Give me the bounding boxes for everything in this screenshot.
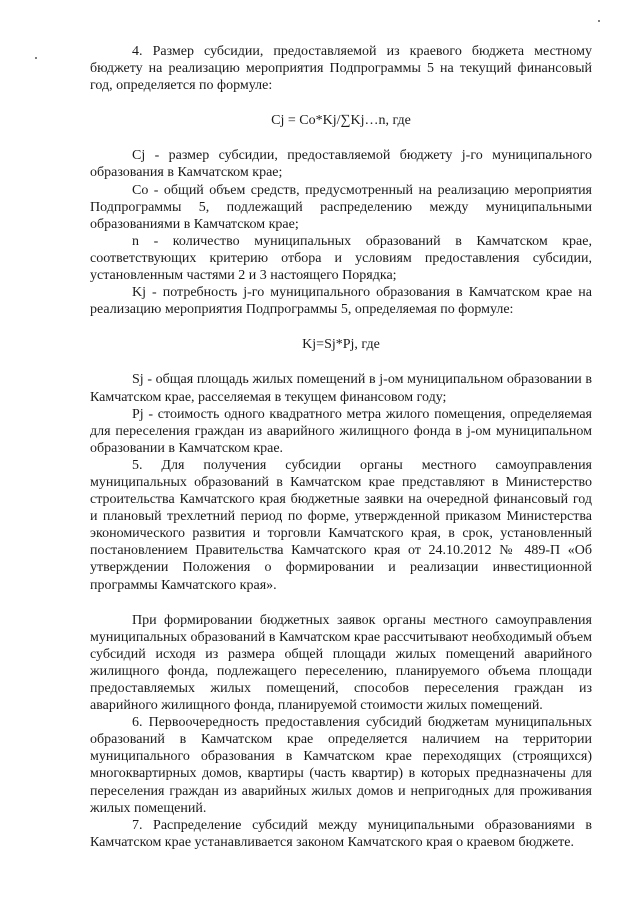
formula-subsidy-cj: Cj = Co*Kj/∑Kj…n, где	[271, 113, 411, 129]
definition-n: n - количество муниципальных образований в Камчатском крае, соответствующих критерию отбора и условиям предоставления субсидии, установленным частями 2 и 3 настоящего Порядка;	[90, 233, 592, 284]
definition-sj: Sj - общая площадь жилых помещений в j-ом муниципальном образовании в Камчатском крае, расселяемая в текущем финансовом году;	[90, 372, 592, 405]
definition-cj: Cj - размер субсидии, предоставляемой бюджету j-го муниципального образования в Камчатском крае;	[90, 148, 592, 181]
scan-speck-right	[598, 20, 600, 22]
formula-need-kj: Kj=Sj*Pj, где	[302, 337, 380, 353]
paragraph-4-intro: 4. Размер субсидии, предоставляемой из краевого бюджета местному бюджету на реализацию мероприятия Подпрограммы 5 на текущий финансовый год, определяется по формуле:	[90, 44, 592, 94]
paragraph-5: 5. Для получения субсидии органы местного самоуправления муниципальных образований в Камчатском крае представляют в Министерство строительства Камчатского края бюджетные заявки на очередной финансовый год и плановый трехлетний период по форме, утвержденной приказом Министерства экономического развития и торговли Камчатского края, в срок, установленный постановлением Правительства Камчатского края от 24.10.2012 № 489-П «Об утверждении Положения о формировании и реализации инвестиционной программы Камчатского края».	[90, 457, 592, 593]
scan-speck-left	[35, 57, 37, 59]
definition-pj: Pj - стоимость одного квадратного метра жилого помещения, определяемая для переселения граждан из аварийного жилищного фонда в j-ом муниципальном образовании в Камчатском крае.	[90, 406, 592, 456]
paragraph-5-budget-requests: При формировании бюджетных заявок органы местного самоуправления муниципальных образований в Камчатском крае рассчитывают необходимый объем субсидий исходя из размера общей площади жилых помещений аварийного жилищного фонда, подлежащего переселению, планируемого объема площади предоставляемых жилых помещений, способов переселения граждан из аварийного жилищного фонда, планируемой стоимости жилых помещений.	[90, 612, 592, 714]
definition-kj: Kj - потребность j-го муниципального образования в Камчатском крае на реализацию мероприятия Подпрограммы 5, определяемая по формуле:	[90, 285, 592, 318]
definition-co: Co - общий объем средств, предусмотренный на реализацию мероприятия Подпрограммы 5, подлежащий распределению между муниципальными образованиями в Камчатском крае;	[90, 182, 592, 232]
document-page	[90, 43, 592, 851]
paragraph-6: 6. Первоочередность предоставления субсидий бюджетам муниципальных образований в Камчатском крае определяется наличием на территории муниципального образования в Камчатском крае переходящих (строящихся) многоквартирных домов, квартиры (часть квартир) в которых предназначены для переселения граждан из аварийных жилых домов и непригодных для проживания жилых помещений.	[90, 715, 592, 816]
paragraph-7: 7. Распределение субсидий между муниципальными образованиями в Камчатском крае устанавливается законом Камчатского края о краевом бюджете.	[90, 817, 592, 850]
